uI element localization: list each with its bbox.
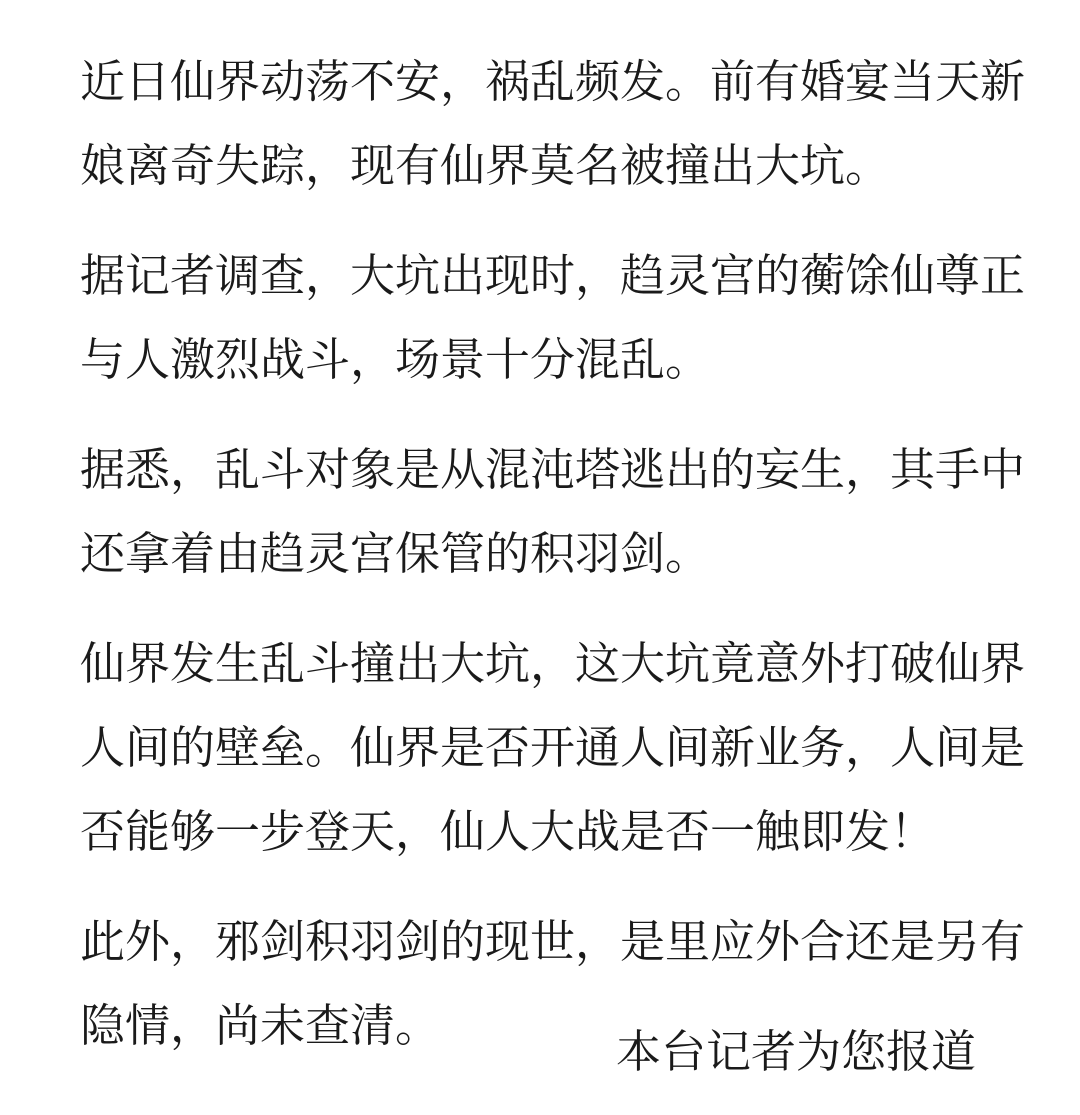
reporter-signature: 本台记者为您报道	[615, 1025, 976, 1078]
news-article	[80, 40, 1026, 1094]
text-line: 近日仙界动荡不安，祸乱频发。前有婚宴当天新	[80, 55, 1026, 108]
paragraph-3	[80, 428, 1026, 596]
paragraph-1	[80, 40, 1026, 208]
text-line: 还拿着由趋灵宫保管的积羽剑。	[80, 527, 711, 580]
text-line: 娘离奇失踪，现有仙界莫名被撞出大坑。	[80, 139, 891, 192]
text-line: 人间的壁垒。仙界是否开通人间新业务，人间是	[80, 721, 1026, 774]
paragraph-4	[80, 622, 1026, 874]
text-line: 隐情，尚未查清。	[80, 999, 441, 1052]
paragraph-2	[80, 234, 1026, 402]
text-line: 此外，邪剑积羽剑的现世，是里应外合还是另有	[80, 915, 1026, 968]
text-line: 否能够一步登天，仙人大战是否一触即发！	[80, 805, 936, 858]
text-line: 据悉，乱斗对象是从混沌塔逃出的妄生，其手中	[80, 443, 1026, 496]
text-line: 据记者调查，大坑出现时，趋灵宫的蘅馀仙尊正	[80, 249, 1026, 302]
text-line: 仙界发生乱斗撞出大坑，这大坑竟意外打破仙界	[80, 637, 1026, 690]
text-line: 与人激烈战斗，场景十分混乱。	[80, 333, 711, 386]
